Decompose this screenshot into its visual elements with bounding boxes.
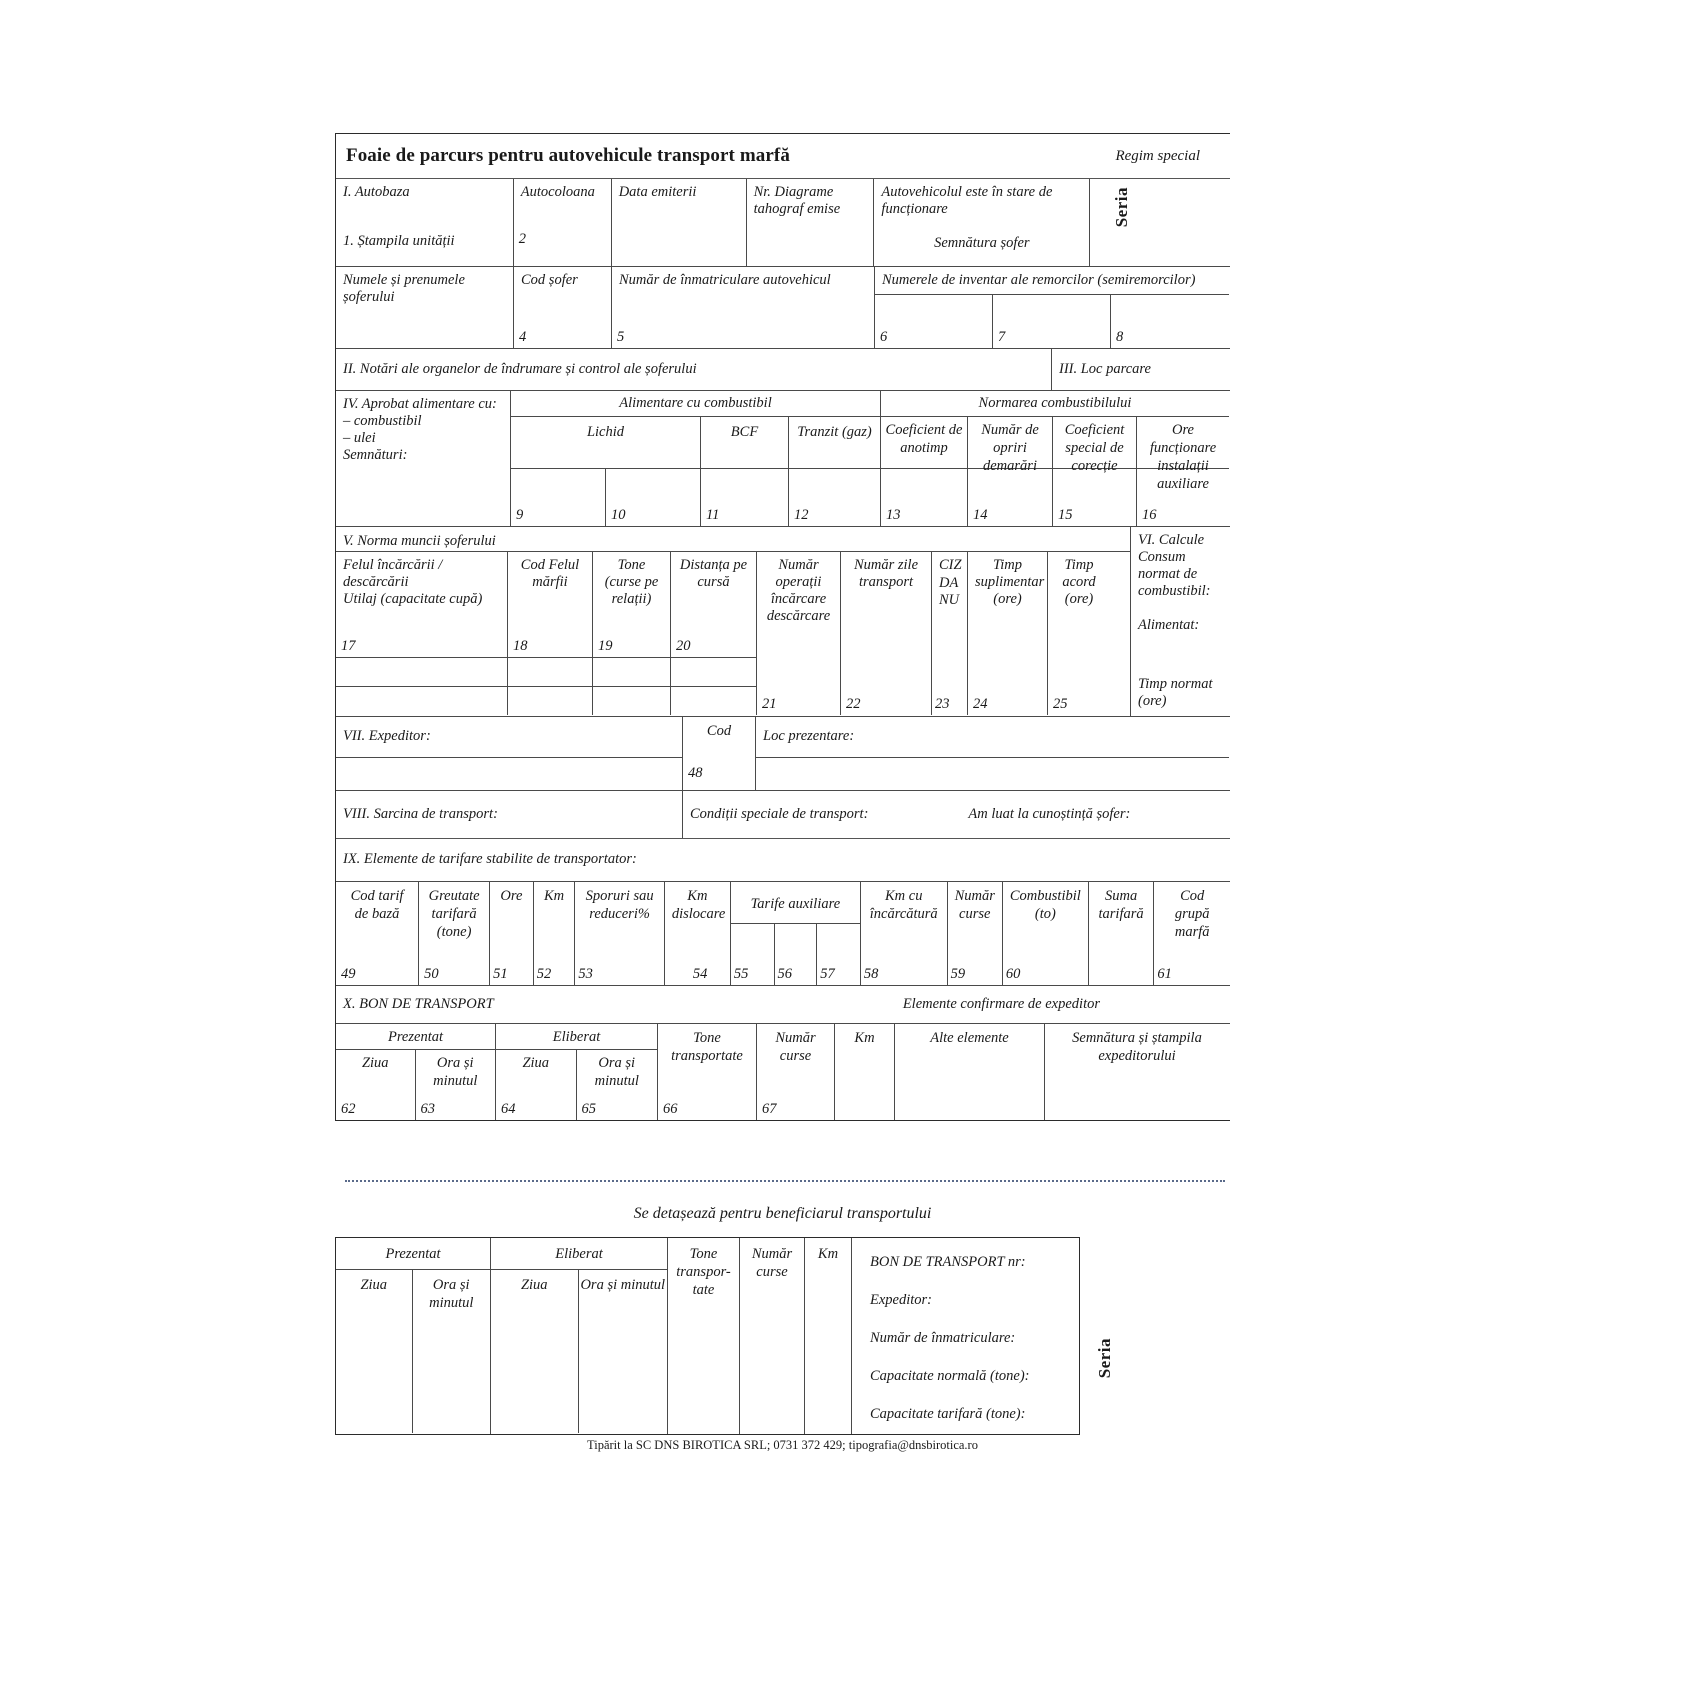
bcf-label: BCF bbox=[730, 424, 759, 440]
inventar-subrow bbox=[875, 295, 1229, 348]
section-II-row bbox=[336, 349, 1230, 391]
nr-inmatriculare-cell[interactable] bbox=[612, 267, 875, 348]
calcule-header-label: VI. Calcule bbox=[1138, 532, 1205, 548]
iv-field-14[interactable] bbox=[968, 469, 1053, 526]
field-number-5: 5 bbox=[617, 329, 625, 345]
ciz-col[interactable] bbox=[932, 552, 968, 715]
field-number-56: 56 bbox=[777, 966, 793, 982]
ulei-label: – ulei bbox=[343, 430, 376, 447]
normare-group-header bbox=[881, 391, 1229, 416]
detach-eliberat-label: Eliberat bbox=[555, 1246, 603, 1262]
sarcina-cell[interactable] bbox=[336, 791, 683, 838]
stare-functionare-label: Autovehicolul este în stare de funcționare bbox=[881, 184, 1053, 218]
field-number-11: 11 bbox=[706, 507, 720, 523]
lichid-label: Lichid bbox=[586, 424, 625, 440]
utilaj-label: Utilaj (capacitate cupă) bbox=[343, 591, 483, 608]
form-title-row bbox=[336, 134, 1230, 179]
tone-row-2[interactable] bbox=[593, 658, 670, 687]
main-waybill-form bbox=[335, 133, 1230, 1121]
tranzit-header bbox=[789, 417, 881, 468]
detach-capacitate-tarifara-label: Capacitate tarifară (tone): bbox=[870, 1406, 1026, 1423]
field-number-4: 4 bbox=[519, 329, 527, 345]
loc-prezentare-entry[interactable] bbox=[756, 758, 1229, 791]
field-number-23: 23 bbox=[935, 696, 950, 712]
detach-row bbox=[336, 1238, 1079, 1434]
field-number-8: 8 bbox=[1116, 329, 1124, 345]
detach-ora-1: Ora și minutul bbox=[429, 1277, 474, 1312]
norma-muncii-label: V. Norma muncii șoferului bbox=[343, 533, 496, 549]
felul-row-2[interactable] bbox=[336, 658, 507, 687]
ore-label: Ore bbox=[500, 888, 523, 904]
field-number-18: 18 bbox=[513, 638, 528, 654]
prezentat-group bbox=[336, 1024, 496, 1120]
detach-curse-col[interactable] bbox=[740, 1238, 805, 1434]
km-label: Km bbox=[543, 888, 565, 904]
autobaza-label: I. Autobaza bbox=[343, 184, 410, 200]
field-number-13: 13 bbox=[886, 507, 901, 523]
field-number-17: 17 bbox=[341, 638, 356, 654]
lichid-header bbox=[511, 417, 701, 468]
detach-prezentat-header bbox=[336, 1238, 490, 1270]
field-number-16: 16 bbox=[1142, 507, 1157, 523]
iv-field-10[interactable] bbox=[606, 469, 701, 526]
semnatura-stampila-label: Semnătura și ștampila expeditorului bbox=[1072, 1030, 1202, 1065]
field-number-51: 51 bbox=[493, 966, 508, 982]
autobaza-cell[interactable] bbox=[336, 179, 514, 266]
field-number-25: 25 bbox=[1053, 696, 1068, 712]
section-X-table bbox=[336, 1024, 1230, 1120]
driver-vehicle-row bbox=[336, 267, 1230, 349]
cut-line-divider bbox=[345, 1180, 1225, 1182]
expeditor-col bbox=[336, 717, 683, 790]
section-V-header bbox=[336, 527, 1130, 552]
inventar-cell-1[interactable] bbox=[875, 295, 993, 348]
loc-parcare-cell[interactable] bbox=[1052, 349, 1229, 390]
cod-sofer-cell[interactable] bbox=[514, 267, 612, 348]
detach-bon-col[interactable] bbox=[852, 1238, 1078, 1434]
nr-inmatriculare-label: Număr de înmatriculare autovehicul bbox=[619, 272, 831, 288]
detach-bon-nr-label: BON DE TRANSPORT nr: bbox=[870, 1254, 1026, 1270]
field-number-48: 48 bbox=[688, 765, 703, 781]
iv-field-15[interactable] bbox=[1053, 469, 1137, 526]
notari-cell[interactable] bbox=[336, 349, 1052, 390]
detach-prezentat-ziua[interactable] bbox=[336, 1270, 413, 1433]
page-title: Foaie de parcurs pentru autovehicule transport marfă bbox=[346, 145, 790, 166]
section-IV-row bbox=[336, 391, 1230, 527]
field-number-10: 10 bbox=[611, 507, 626, 523]
nr-diagrame-cell[interactable] bbox=[747, 179, 875, 266]
cod-grupa-marfa-label: Cod grupă marfă bbox=[1174, 888, 1210, 941]
field-number-22: 22 bbox=[846, 696, 861, 712]
prezentat-ziua[interactable] bbox=[336, 1050, 416, 1120]
felul-incarcarii-label: Felul încărcării / descărcării bbox=[343, 557, 443, 591]
tranzit-label: Tranzit (gaz) bbox=[797, 424, 872, 440]
prezentat-subcols bbox=[336, 1050, 495, 1120]
distanta-row-3[interactable] bbox=[671, 687, 756, 715]
tarife-auxiliare-label: Tarife auxiliare bbox=[750, 896, 841, 912]
tarife-sub-2[interactable] bbox=[775, 924, 818, 985]
semnatura-sofer-label: Semnătura șofer bbox=[934, 234, 1030, 251]
field-number-50: 50 bbox=[424, 966, 439, 982]
greutate-tarifara-col[interactable] bbox=[419, 882, 490, 985]
section-IV-entry-row bbox=[511, 469, 1229, 526]
felul-incarcarii-col bbox=[336, 552, 508, 715]
tone-label: Tone (curse pe relații) bbox=[604, 557, 659, 608]
tarife-sub-1[interactable] bbox=[731, 924, 775, 985]
numar-zile-col[interactable] bbox=[841, 552, 932, 715]
inventar-cell-2[interactable] bbox=[993, 295, 1111, 348]
data-emiterii-label: Data emiterii bbox=[618, 184, 697, 200]
iv-field-11[interactable] bbox=[701, 469, 789, 526]
field-number-65: 65 bbox=[581, 1101, 596, 1117]
eliberat-header bbox=[496, 1024, 657, 1050]
normare-header-label: Normarea combustibilului bbox=[978, 395, 1132, 411]
notari-label: II. Notări ale organelor de îndrumare și control ale șoferului bbox=[343, 360, 697, 377]
detach-eliberat-subcols bbox=[491, 1270, 667, 1433]
greutate-tarifara-label: Greutate tarifară (tone) bbox=[428, 888, 480, 941]
combustibil-col[interactable] bbox=[1003, 882, 1089, 985]
tarife-auxiliare-header bbox=[731, 882, 860, 924]
section-VII-row bbox=[336, 717, 1230, 791]
eliberat-label: Eliberat bbox=[552, 1029, 601, 1045]
field-number-9: 9 bbox=[516, 507, 524, 523]
coef-special-header bbox=[1053, 417, 1137, 475]
conditii-cell[interactable] bbox=[683, 791, 1229, 838]
sporuri-col[interactable] bbox=[575, 882, 665, 985]
detach-nr-inmatriculare-label: Număr de înmatriculare: bbox=[870, 1330, 1016, 1347]
alimentare-header-label: Alimentare cu combustibil bbox=[619, 395, 772, 411]
conditii-label: Condiții speciale de transport: bbox=[690, 805, 869, 822]
ora-label-1: Ora și minutul bbox=[433, 1055, 478, 1090]
ciz-label: CIZ DA NU bbox=[939, 557, 962, 609]
tone-transportate-col[interactable] bbox=[658, 1024, 757, 1120]
ziua-label-2: Ziua bbox=[522, 1055, 550, 1071]
field-number-14: 14 bbox=[973, 507, 988, 523]
field-number-19: 19 bbox=[598, 638, 613, 654]
detach-eliberat-header bbox=[491, 1238, 667, 1270]
timp-normat-label: Timp normat (ore) bbox=[1138, 675, 1213, 709]
field-number-53: 53 bbox=[578, 966, 593, 982]
km-x-col[interactable] bbox=[835, 1024, 895, 1120]
tarife-auxiliare-subcols bbox=[731, 924, 860, 985]
detach-prezentat-subcols bbox=[336, 1270, 490, 1433]
prezentat-label: Prezentat bbox=[387, 1029, 444, 1045]
cod-tarif-label: Cod tarif de bază bbox=[350, 888, 404, 923]
field-number-55: 55 bbox=[733, 966, 749, 982]
combustibil-label: – combustibil bbox=[343, 413, 422, 430]
ore-functionare-header bbox=[1137, 417, 1229, 493]
semnaturi-label: Semnături: bbox=[343, 447, 408, 464]
tarife-sub-3[interactable] bbox=[817, 924, 860, 985]
numar-operatii-label: Număr operații încărcare descărcare bbox=[766, 557, 831, 625]
detach-prezentat-label: Prezentat bbox=[385, 1246, 441, 1262]
ora-label-2: Ora și minutul bbox=[594, 1055, 639, 1090]
cod-row-3[interactable] bbox=[508, 687, 592, 715]
expeditor-label: VII. Expeditor: bbox=[343, 728, 431, 745]
seria-cell-top bbox=[1090, 179, 1230, 266]
section-IV-col-headers bbox=[511, 417, 1229, 493]
field-number-64: 64 bbox=[501, 1101, 516, 1117]
suma-tarifara-col[interactable] bbox=[1089, 882, 1155, 985]
detach-eliberat-ora[interactable] bbox=[579, 1270, 668, 1433]
felul-incarcarii-header[interactable] bbox=[336, 552, 507, 658]
eliberat-ora[interactable] bbox=[577, 1050, 658, 1120]
semnatura-stampila-col[interactable] bbox=[1045, 1024, 1229, 1120]
field-number-15: 15 bbox=[1058, 507, 1073, 523]
detach-tone-col[interactable] bbox=[668, 1238, 740, 1434]
timp-suplimentar-col[interactable] bbox=[968, 552, 1048, 715]
distanta-row-2[interactable] bbox=[671, 658, 756, 687]
seria-label: Seria bbox=[1112, 187, 1132, 228]
aprobat-alimentare-cell[interactable] bbox=[336, 391, 511, 526]
iv-field-9[interactable] bbox=[511, 469, 606, 526]
numar-opriri-label: Număr de opriri demarări bbox=[981, 422, 1039, 475]
nr-diagrame-label: Nr. Diagrame tahograf emise bbox=[753, 184, 841, 218]
field-number-62: 62 bbox=[341, 1101, 356, 1117]
numere-inventar-label: Numerele de inventar ale remorcilor (semiremorcilor) bbox=[882, 272, 1196, 288]
coef-special-label: Coeficient special de corecție bbox=[1064, 422, 1125, 475]
cod-marfii-col bbox=[508, 552, 593, 715]
loc-prezentare-col bbox=[756, 717, 1229, 790]
iv-field-16[interactable] bbox=[1137, 469, 1229, 526]
aprobat-label: IV. Aprobat alimentare cu: bbox=[343, 396, 497, 412]
section-VIII-row bbox=[336, 791, 1230, 839]
detach-km-col[interactable] bbox=[805, 1238, 852, 1434]
section-V-row bbox=[336, 527, 1230, 717]
elemente-confirmare-label: Elemente confirmare de expeditor bbox=[902, 995, 1100, 1012]
km-dislocare-label: Km dislocare bbox=[671, 888, 726, 923]
km-col[interactable] bbox=[534, 882, 576, 985]
numar-operatii-col[interactable] bbox=[757, 552, 841, 715]
iv-field-12[interactable] bbox=[789, 469, 881, 526]
km-incarcatura-label: Km cu încărcătură bbox=[869, 888, 938, 923]
bcf-header bbox=[701, 417, 789, 468]
detach-capacitate-normala-label: Capacitate normală (tone): bbox=[870, 1368, 1030, 1385]
expeditor-entry[interactable] bbox=[336, 758, 682, 791]
numar-curse-col[interactable] bbox=[948, 882, 1003, 985]
section-V-columns bbox=[336, 552, 1130, 715]
eliberat-group bbox=[496, 1024, 658, 1120]
loc-prezentare-cell[interactable] bbox=[756, 717, 1229, 758]
felul-row-3[interactable] bbox=[336, 687, 507, 715]
eliberat-subcols bbox=[496, 1050, 657, 1120]
alimentat-label: Alimentat: bbox=[1138, 617, 1200, 633]
consum-label: Consum normat de combustibil: bbox=[1138, 549, 1211, 600]
field-number-49: 49 bbox=[341, 966, 356, 982]
section-IV-grid bbox=[511, 391, 1229, 526]
ziua-label-1: Ziua bbox=[361, 1055, 389, 1071]
field-number-7: 7 bbox=[998, 329, 1006, 345]
field-number-52: 52 bbox=[536, 966, 552, 982]
loc-parcare-label: III. Loc parcare bbox=[1059, 360, 1151, 377]
tone-transportate-label: Tone transportate bbox=[671, 1030, 743, 1065]
numar-curse-x-col[interactable] bbox=[757, 1024, 835, 1120]
field-number-58: 58 bbox=[863, 966, 879, 982]
field-number-54: 54 bbox=[692, 966, 708, 982]
tone-row-3[interactable] bbox=[593, 687, 670, 715]
section-VI-block[interactable] bbox=[1131, 527, 1229, 716]
section-IX-table bbox=[336, 882, 1230, 986]
inventar-cell-3[interactable] bbox=[1111, 295, 1229, 348]
cod-marfii-header[interactable] bbox=[508, 552, 592, 658]
field-number-59: 59 bbox=[950, 966, 966, 982]
cod-col[interactable] bbox=[683, 717, 756, 790]
detach-ora-2: Ora și minutul bbox=[580, 1277, 666, 1293]
alimentare-group-header bbox=[511, 391, 881, 416]
detach-km-label: Km bbox=[817, 1246, 839, 1262]
numar-zile-label: Număr zile transport bbox=[853, 557, 919, 591]
sporuri-label: Sporuri sau reduceri% bbox=[585, 888, 654, 923]
numere-inventar-header bbox=[875, 267, 1229, 295]
detach-form bbox=[335, 1237, 1080, 1435]
detach-tone-label: Tone transpor-tate bbox=[676, 1246, 731, 1299]
nume-sofer-cell[interactable] bbox=[336, 267, 514, 348]
km-incarcatura-col[interactable] bbox=[861, 882, 948, 985]
field-number-60: 60 bbox=[1005, 966, 1021, 982]
field-number-6: 6 bbox=[880, 329, 888, 345]
autocoloana-label: Autocoloana bbox=[520, 184, 595, 200]
km-dislocare-col[interactable] bbox=[665, 882, 731, 985]
alte-elemente-label: Alte elemente bbox=[930, 1030, 1009, 1046]
combustibil-to-label: Combustibil (to) bbox=[1009, 888, 1081, 923]
tone-header[interactable] bbox=[593, 552, 670, 658]
detach-prezentat-ora[interactable] bbox=[413, 1270, 491, 1433]
km-x-label: Km bbox=[854, 1030, 875, 1046]
distanta-col bbox=[671, 552, 757, 715]
am-luat-label: Am luat la cunoștință șofer: bbox=[968, 805, 1131, 822]
autocoloana-cell[interactable] bbox=[514, 179, 612, 266]
stampila-label: 1. Ștampila unității bbox=[343, 232, 455, 249]
suma-tarifara-label: Suma tarifară bbox=[1098, 888, 1144, 923]
elemente-tarifare-label: IX. Elemente de tarifare stabilite de transportator: bbox=[343, 851, 637, 868]
tone-col bbox=[593, 552, 671, 715]
cod-tarif-col[interactable] bbox=[336, 882, 419, 985]
coef-anotimp-header bbox=[881, 417, 968, 468]
timp-acord-label: Timp acord (ore) bbox=[1062, 557, 1096, 608]
printer-footer-note: Tipărit la SC DNS BIROTICA SRL; 0731 372 429; tipografia@dnsbirotica.ro bbox=[587, 1438, 978, 1452]
alte-elemente-col[interactable] bbox=[895, 1024, 1045, 1120]
regim-special-label: Regim special bbox=[1115, 147, 1200, 164]
bon-transport-label: X. BON DE TRANSPORT bbox=[343, 995, 494, 1012]
prezentat-header bbox=[336, 1024, 495, 1050]
ore-functionare-label: Ore funcționare instalații auxiliare bbox=[1149, 422, 1217, 493]
field-number-67: 67 bbox=[762, 1101, 777, 1117]
field-number-2: 2 bbox=[518, 231, 527, 247]
prezentat-ora[interactable] bbox=[416, 1050, 496, 1120]
cod-felul-marfii-label: Cod Felul mărfii bbox=[520, 557, 580, 591]
data-emiterii-cell[interactable] bbox=[612, 179, 747, 266]
section-I-row bbox=[336, 179, 1230, 267]
detach-eliberat-group bbox=[491, 1238, 668, 1434]
numar-curse-x-label: Număr curse bbox=[775, 1030, 816, 1065]
numar-opriri-header bbox=[968, 417, 1053, 475]
detach-expeditor-label: Expeditor: bbox=[870, 1292, 933, 1309]
field-number-66: 66 bbox=[663, 1101, 678, 1117]
nume-sofer-label: Numele și prenumele șoferului bbox=[343, 272, 465, 306]
stare-functionare-cell[interactable] bbox=[874, 179, 1090, 266]
distanta-label: Distanța pe cursă bbox=[679, 557, 748, 591]
field-number-12: 12 bbox=[794, 507, 809, 523]
cod-label: Cod bbox=[706, 723, 732, 739]
detach-ziua-1: Ziua bbox=[360, 1277, 388, 1293]
detach-ziua-2: Ziua bbox=[520, 1277, 548, 1293]
ore-col[interactable] bbox=[490, 882, 534, 985]
distanta-header[interactable] bbox=[671, 552, 756, 658]
seria-label-bottom: Seria bbox=[1095, 1338, 1114, 1379]
section-X-header bbox=[336, 986, 1230, 1024]
expeditor-cell[interactable] bbox=[336, 717, 682, 758]
field-number-24: 24 bbox=[973, 696, 988, 712]
tarife-auxiliare-col bbox=[731, 882, 861, 985]
field-number-61: 61 bbox=[1157, 966, 1172, 982]
cod-sofer-label: Cod șofer bbox=[521, 272, 578, 288]
eliberat-ziua[interactable] bbox=[496, 1050, 577, 1120]
section-IV-group-headers bbox=[511, 391, 1229, 417]
detach-prezentat-group bbox=[336, 1238, 491, 1434]
sarcina-label: VIII. Sarcina de transport: bbox=[343, 805, 498, 822]
detach-curse-label: Număr curse bbox=[751, 1246, 793, 1281]
cod-grupa-marfa-col[interactable] bbox=[1154, 882, 1230, 985]
section-IX-header bbox=[336, 839, 1230, 882]
section-V-block bbox=[336, 527, 1131, 716]
iv-field-13[interactable] bbox=[881, 469, 968, 526]
timp-acord-col[interactable] bbox=[1048, 552, 1110, 715]
detach-eliberat-ziua[interactable] bbox=[491, 1270, 579, 1433]
field-number-20: 20 bbox=[676, 638, 691, 654]
coef-anotimp-label: Coeficient de anotimp bbox=[885, 422, 963, 457]
loc-prezentare-label: Loc prezentare: bbox=[763, 728, 855, 745]
timp-suplimentar-label: Timp suplimentar (ore) bbox=[975, 557, 1045, 608]
field-number-21: 21 bbox=[762, 696, 777, 712]
numar-curse-label: Număr curse bbox=[954, 888, 995, 923]
field-number-57: 57 bbox=[820, 966, 835, 982]
cod-row-2[interactable] bbox=[508, 658, 592, 687]
field-number-63: 63 bbox=[420, 1101, 435, 1117]
numere-inventar-cell bbox=[875, 267, 1229, 348]
detach-title: Se detașează pentru beneficiarul transportului bbox=[633, 1205, 932, 1222]
